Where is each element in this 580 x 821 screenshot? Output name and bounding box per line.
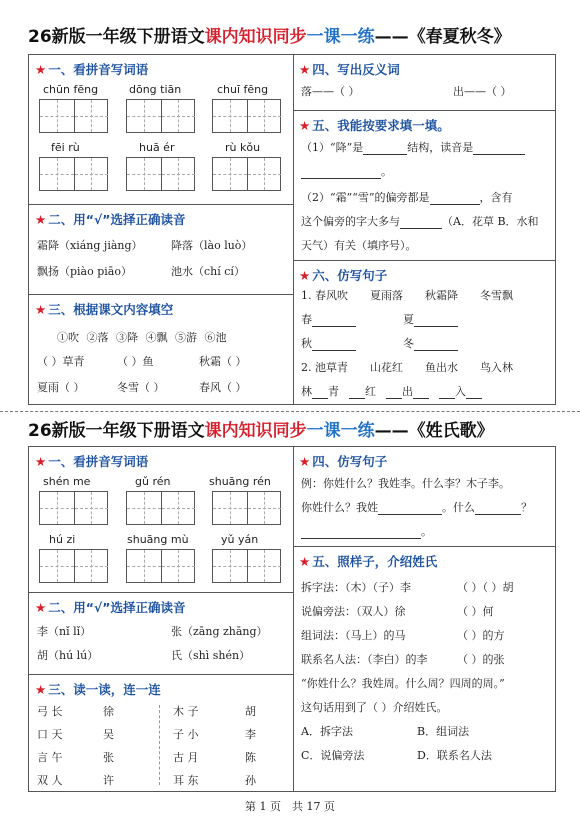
pinyin-label: hú zi bbox=[49, 533, 76, 546]
pinyin-label: gǔ rén bbox=[135, 475, 171, 488]
fill-blank[interactable]: （ ）草青 bbox=[37, 355, 85, 368]
pronunciation-item[interactable]: 飘扬（piào piāo） bbox=[37, 265, 132, 278]
pronunciation-item[interactable]: 胡（hú lú） bbox=[37, 649, 99, 662]
imitate-blank[interactable]: 秋 bbox=[301, 337, 356, 351]
section-introduce-surnames bbox=[293, 547, 555, 793]
match-item[interactable]: 子 小 bbox=[173, 728, 199, 741]
title-part: 一课一练 bbox=[306, 27, 375, 47]
writing-grid[interactable] bbox=[212, 491, 281, 525]
writing-grid[interactable] bbox=[212, 549, 281, 583]
page-footer: 第 1 页 共 17 页 bbox=[245, 800, 335, 813]
writing-grid[interactable] bbox=[39, 157, 108, 191]
writing-grid[interactable] bbox=[126, 157, 195, 191]
match-item[interactable]: 胡 bbox=[245, 705, 256, 718]
pinyin-label: rù kǒu bbox=[225, 141, 261, 154]
pinyin-label: huā ér bbox=[139, 141, 175, 154]
worksheet-bottom bbox=[28, 446, 556, 792]
title-part: ——《姓氏歌》 bbox=[374, 421, 494, 441]
example-sentence: 例：你姓什么？我姓李。什么李？木子李。 bbox=[301, 477, 510, 490]
section-antonyms bbox=[293, 55, 555, 111]
question-line: 。 bbox=[301, 165, 392, 179]
pronunciation-item[interactable]: 氏（shì shén） bbox=[171, 649, 251, 662]
pronunciation-item[interactable]: 霜降（xiáng jiàng） bbox=[37, 239, 143, 252]
worksheet-title-bottom bbox=[28, 416, 556, 446]
answer-blank[interactable] bbox=[475, 502, 521, 515]
title-part: 一课一练 bbox=[306, 421, 375, 441]
imitate-blank[interactable]: 夏 bbox=[403, 313, 458, 327]
pinyin-label: shuāng rén bbox=[209, 475, 271, 488]
writing-grid[interactable] bbox=[39, 99, 108, 133]
match-item[interactable]: 李 bbox=[245, 728, 256, 741]
section-fill-requirements bbox=[293, 111, 555, 261]
example-sentence: 1. 春风吹 夏雨落 秋霜降 冬雪飘 bbox=[301, 289, 513, 302]
match-item[interactable]: 言 午 bbox=[37, 751, 63, 764]
match-item[interactable]: 弓 长 bbox=[37, 705, 63, 718]
answer-blank[interactable] bbox=[473, 142, 525, 155]
column-divider bbox=[159, 705, 160, 785]
match-item[interactable]: 吴 bbox=[103, 728, 114, 741]
section-imitate-sentences bbox=[293, 447, 555, 547]
title-part: 课内知识同步 bbox=[204, 421, 307, 441]
choice-option[interactable]: A．拆字法 bbox=[301, 725, 353, 738]
section-pinyin-writing bbox=[29, 447, 293, 593]
section-heading: ★ 四、仿写句子 bbox=[299, 454, 388, 469]
section-heading: ★ 三、根据课文内容填空 bbox=[35, 302, 174, 317]
example-sentence: 2. 池草青 山花红 鱼出水 鸟入林 bbox=[301, 361, 513, 374]
section-heading: ★ 一、看拼音写词语 bbox=[35, 62, 149, 77]
answer-blank[interactable] bbox=[430, 192, 480, 205]
answer-blank[interactable] bbox=[378, 502, 442, 515]
title-part: 课内知识同步 bbox=[204, 27, 307, 47]
option-list: ①吹 ②落 ③降 ④飘 ⑤游 ⑥池 bbox=[57, 331, 227, 344]
antonym-blank[interactable]: 落——（ ） bbox=[301, 85, 360, 98]
writing-grid[interactable] bbox=[39, 491, 108, 525]
match-item[interactable]: 双 人 bbox=[37, 774, 63, 787]
question-line: （1）“降”是 结构，读音是 bbox=[301, 141, 525, 155]
choice-option[interactable]: D．联系名人法 bbox=[417, 749, 492, 762]
pinyin-label: chūn fēng bbox=[43, 83, 99, 96]
imitate-blank[interactable]: 林 青 红 出 入 bbox=[301, 385, 482, 399]
match-item[interactable]: 口 天 bbox=[37, 728, 63, 741]
writing-grid[interactable] bbox=[126, 491, 195, 525]
example-line: 组词法：（马上）的马 bbox=[301, 629, 406, 642]
pinyin-label: fēi rù bbox=[51, 141, 80, 154]
question-line: 这个偏旁的字大多与 （A．花草 B．水和 bbox=[301, 215, 539, 228]
match-item[interactable]: 徐 bbox=[103, 705, 114, 718]
title-part: 26新版一年级下册语文 bbox=[28, 27, 205, 47]
section-heading: ★ 四、写出反义词 bbox=[299, 62, 400, 77]
section-pinyin-writing bbox=[29, 55, 293, 205]
section-heading: ★ 三、读一读，连一连 bbox=[35, 682, 161, 697]
pinyin-label: dōng tiān bbox=[129, 83, 182, 96]
section-choose-pronunciation bbox=[29, 205, 293, 295]
answer-blank[interactable] bbox=[363, 142, 407, 155]
writing-grid[interactable] bbox=[126, 99, 195, 133]
choice-option[interactable]: C．说偏旁法 bbox=[301, 749, 365, 762]
fill-blank[interactable]: 冬雪（ ） bbox=[117, 381, 165, 394]
question-line: （2）“霜”“雪”的偏旁都是 ，含有 bbox=[301, 191, 513, 204]
title-part: ——《春夏秋冬》 bbox=[374, 27, 511, 47]
example-line: 拆字法：（木）（子）李 bbox=[301, 581, 411, 594]
section-choose-pronunciation bbox=[29, 593, 293, 675]
right-column bbox=[293, 447, 555, 791]
left-column bbox=[29, 55, 294, 404]
pinyin-label: yǔ yán bbox=[221, 533, 259, 546]
pinyin-label: shén me bbox=[43, 475, 91, 488]
worksheet-top bbox=[28, 54, 556, 405]
section-read-and-match bbox=[29, 675, 293, 793]
imitate-blank[interactable]: 春 bbox=[301, 313, 356, 327]
section-heading: ★ 二、用“√”选择正确读音 bbox=[35, 212, 186, 227]
section-heading: ★ 一、看拼音写词语 bbox=[35, 454, 149, 469]
question-line: 你姓什么？我姓 。什么 ？ bbox=[301, 501, 532, 514]
section-heading: ★ 五、照样子，介绍姓氏 bbox=[299, 554, 438, 569]
match-item[interactable]: 孙 bbox=[245, 774, 256, 787]
page-divider bbox=[0, 411, 580, 412]
pronunciation-item[interactable]: 降落（lào luò） bbox=[171, 239, 253, 252]
match-item[interactable]: 木 子 bbox=[173, 705, 199, 718]
worksheet-title-top bbox=[28, 22, 556, 52]
section-imitate-sentences bbox=[293, 261, 555, 406]
match-item[interactable]: 张 bbox=[103, 751, 114, 764]
pronunciation-item[interactable]: 池水（chí cí） bbox=[171, 265, 245, 278]
writing-grid[interactable] bbox=[126, 549, 195, 583]
question-line: 天气）有关（填序号）。 bbox=[301, 239, 417, 252]
match-item[interactable]: 耳 东 bbox=[173, 774, 199, 787]
fill-blank[interactable]: 春风（ ） bbox=[199, 381, 247, 394]
writing-grid[interactable] bbox=[212, 157, 281, 191]
fill-blank[interactable]: 秋霜（ ） bbox=[199, 355, 247, 368]
section-heading: ★ 六、仿写句子 bbox=[299, 268, 388, 283]
answer-blank[interactable]: （ ）（ ）胡 bbox=[457, 581, 514, 594]
fill-blank[interactable]: （ ）鱼 bbox=[117, 355, 154, 368]
answer-blank[interactable]: （ ）的方 bbox=[457, 629, 505, 642]
answer-blank[interactable]: （ ）的张 bbox=[457, 653, 505, 666]
pinyin-label: chuī fēng bbox=[217, 83, 269, 96]
quote-line: “你姓什么？我姓周。什么周？四周的周。” bbox=[301, 677, 505, 690]
section-heading: ★ 二、用“√”选择正确读音 bbox=[35, 600, 186, 615]
answer-blank[interactable] bbox=[400, 216, 442, 229]
title-part: 26新版一年级下册语文 bbox=[28, 421, 205, 441]
pinyin-label: shuāng mù bbox=[127, 533, 189, 546]
match-item[interactable]: 许 bbox=[103, 774, 114, 787]
writing-grid[interactable] bbox=[212, 99, 281, 133]
antonym-blank[interactable]: 出——（ ） bbox=[453, 85, 512, 98]
match-item[interactable]: 陈 bbox=[245, 751, 256, 764]
pronunciation-item[interactable]: 李（nǐ lǐ） bbox=[37, 625, 92, 638]
imitate-blank[interactable]: 冬 bbox=[403, 337, 458, 351]
left-column bbox=[29, 447, 294, 791]
choice-option[interactable]: B．组词法 bbox=[417, 725, 470, 738]
question-line: 。 bbox=[301, 525, 432, 539]
example-line: 说偏旁法：（双人）徐 bbox=[301, 605, 406, 618]
right-column bbox=[293, 55, 555, 404]
fill-blank[interactable]: 夏雨（ ） bbox=[37, 381, 85, 394]
pronunciation-item[interactable]: 张（zāng zhāng） bbox=[171, 625, 268, 638]
example-line: 联系名人法：（李白）的李 bbox=[301, 653, 428, 666]
answer-blank[interactable]: （ ）何 bbox=[457, 605, 494, 618]
question-line[interactable]: 这句话用到了（ ）介绍姓氏。 bbox=[301, 701, 448, 714]
writing-grid[interactable] bbox=[39, 549, 108, 583]
section-heading: ★ 五、我能按要求填一填。 bbox=[299, 118, 450, 133]
answer-blank[interactable] bbox=[301, 166, 381, 179]
answer-blank[interactable] bbox=[301, 526, 421, 539]
section-fill-by-text bbox=[29, 295, 293, 406]
match-item[interactable]: 古 月 bbox=[173, 751, 199, 764]
